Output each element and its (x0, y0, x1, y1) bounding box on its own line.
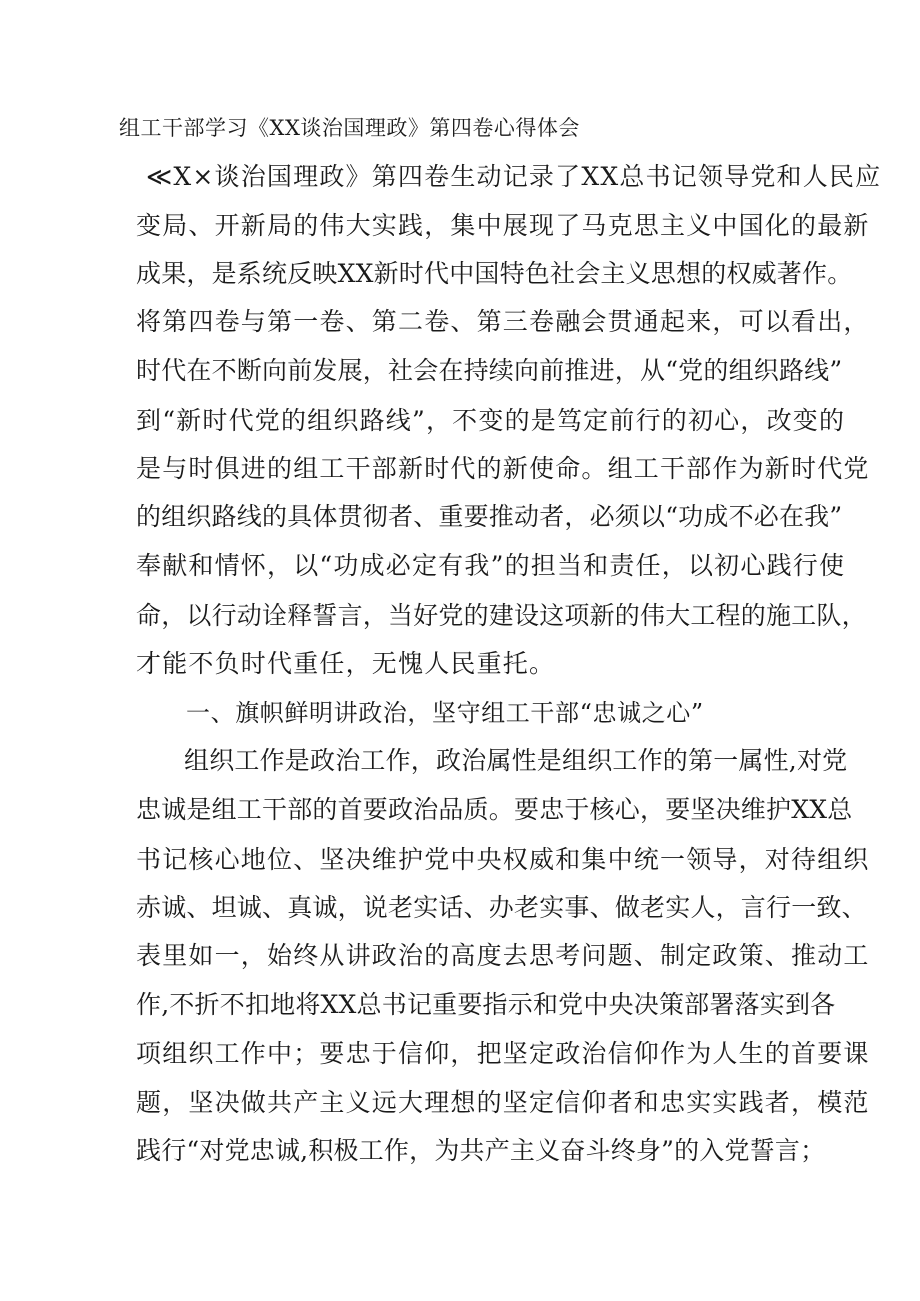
section-line: 践行“对党忠诚,积极工作，为共产主义奋斗终身”的入党誓言； (136, 1136, 826, 1165)
section-line: 组织工作是政治工作，政治属性是组织工作的第一属性,对党 (184, 746, 848, 775)
intro-line: 将第四卷与第一卷、第二卷、第三卷融会贯通起来，可以看出， (136, 307, 870, 336)
section-line: 表里如一，始终从讲政治的高度去思考问题、制定政策、推动工 (136, 941, 870, 970)
intro-line: 时代在不断向前发展，社会在持续向前推进，从“党的组织路线” (136, 356, 843, 385)
intro-line: 的组织路线的具体贯彻者、重要推动者，必须以“功成不必在我” (136, 502, 843, 531)
section-heading: 一、旗帜鲜明讲政治，坚守组工干部“忠诚之心” (186, 699, 704, 727)
section-line: 作,不折不扣地将XX总书记重要指示和党中央决策部署落实到各 (136, 990, 836, 1019)
intro-line: 命，以行动诠释誓言，当好党的建设这项新的伟大工程的施工队， (136, 601, 867, 630)
section-line: 项组织工作中；要忠于信仰，把坚定政治信仰作为人生的首要课 (136, 1039, 870, 1068)
intro-line: 奉献和情怀，以“功成必定有我”的担当和责任，以初心践行使 (136, 551, 846, 580)
intro-line: ≪X×谈治国理政》第四卷生动记录了XX总书记领导党和人民应 (146, 162, 882, 191)
intro-line: 是与时俱进的组工干部新时代的新使命。组工干部作为新时代党 (136, 454, 870, 483)
section-line: 书记核心地位、坚决维护党中央权威和集中统一领导，对待组织 (136, 845, 870, 874)
intro-line: 成果，是系统反映XX新时代中国特色社会主义思想的权威著作。 (136, 259, 853, 288)
section-line: 赤诚、坦诚、真诚，说老实话、办老实事、做老实人，言行一致、 (136, 893, 867, 922)
section-line: 忠诚是组工干部的首要政治品质。要忠于核心，要坚决维护XX总 (136, 795, 853, 824)
section-line: 题，坚决做共产主义远大理想的坚定信仰者和忠实实践者，模范 (136, 1088, 870, 1117)
intro-line: 才能不负时代重任，无愧人民重托。 (136, 649, 556, 678)
intro-line: 变局、开新局的伟大实践，集中展现了马克思主义中国化的最新 (136, 211, 870, 240)
document-title: 组工干部学习《XX谈治国理政》第四卷心得体会 (119, 116, 580, 140)
intro-line: 到“新时代党的组织路线”，不变的是笃定前行的初心，改变的 (136, 406, 846, 435)
